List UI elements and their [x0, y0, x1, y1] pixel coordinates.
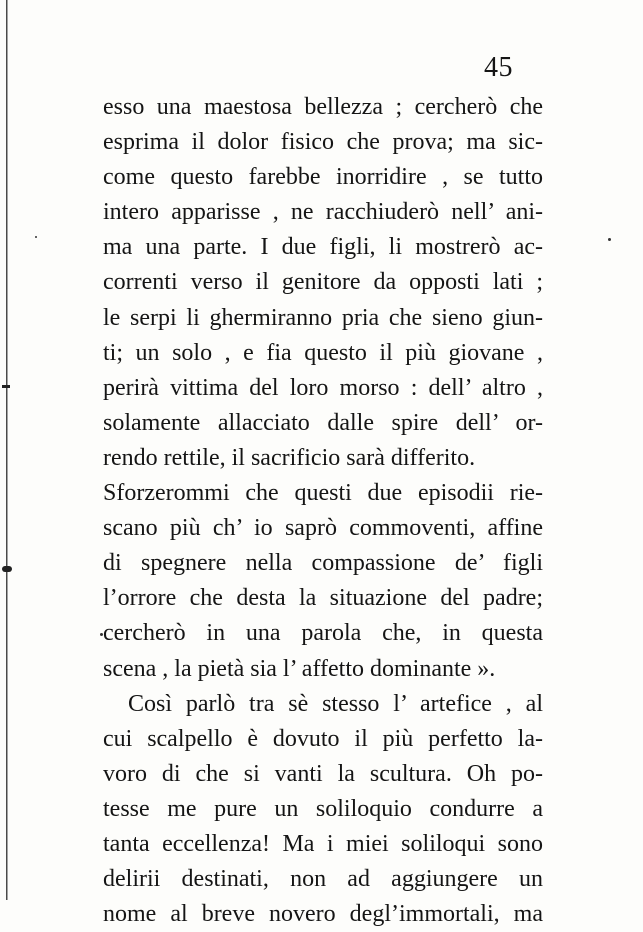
- text-line: l’orrore che desta la situazione del padre;: [103, 585, 543, 612]
- text-line: Sforzerommi che questi due episodii rie-: [103, 480, 543, 507]
- text-line: voro di che si vanti la scultura. Oh po-: [103, 760, 543, 787]
- text-line: di spegnere nella compassione de’ figli: [103, 550, 543, 577]
- page-left-edge: [6, 0, 10, 900]
- text-line: tanta eccellenza! Ma i miei soliloqui sono: [103, 830, 543, 857]
- text-line: correnti verso il genitore da opposti lati ;: [103, 269, 543, 296]
- body-text: [103, 90, 543, 932]
- text-line: perirà vittima del loro morso : dell’ altro ,: [103, 374, 543, 401]
- text-line: rendo rettile, il sacrificio sarà differito.: [103, 444, 476, 471]
- text-line: scano più ch’ io saprò commoventi, affine: [103, 515, 543, 542]
- paper-speck: [100, 633, 103, 636]
- text-line: esso una maestosa bellezza ; cercherò che: [103, 94, 543, 120]
- text-line: tesse me pure un soliloquio condurre a: [103, 795, 543, 822]
- text-line: intero apparisse , ne racchiuderò nell’ ani-: [103, 199, 543, 226]
- text-line: cui scalpello è dovuto il più perfetto la-: [103, 725, 543, 752]
- edge-mark: [2, 566, 12, 572]
- text-line: nome al breve novero degl’immortali, ma: [103, 901, 543, 928]
- text-line: cercherò in una parola che, in questa: [103, 620, 543, 647]
- text-line: le serpi li ghermiranno pria che sieno giun-: [103, 304, 543, 331]
- text-line: scena , la pietà sia l’ affetto dominante ».: [103, 655, 496, 682]
- text-line: come questo farebbe inorridire , se tutto: [103, 164, 543, 191]
- text-line: esprima il dolor fisico che prova; ma sic-: [103, 129, 543, 156]
- text-line: ti; un solo , e fia questo il più giovane ,: [103, 339, 543, 366]
- edge-mark: [2, 385, 10, 388]
- page-number: 45: [484, 52, 513, 83]
- text-line: delirii destinati, non ad aggiungere un: [103, 866, 543, 893]
- text-line: ma una parte. I due figli, li mostrerò ac-: [103, 234, 543, 261]
- text-line: Così parlò tra sè stesso l’ artefice , al: [128, 690, 543, 717]
- text-line: solamente allacciato dalle spire dell’ or-: [103, 409, 543, 436]
- paper-speck: [608, 238, 611, 241]
- paper-speck: [35, 236, 37, 238]
